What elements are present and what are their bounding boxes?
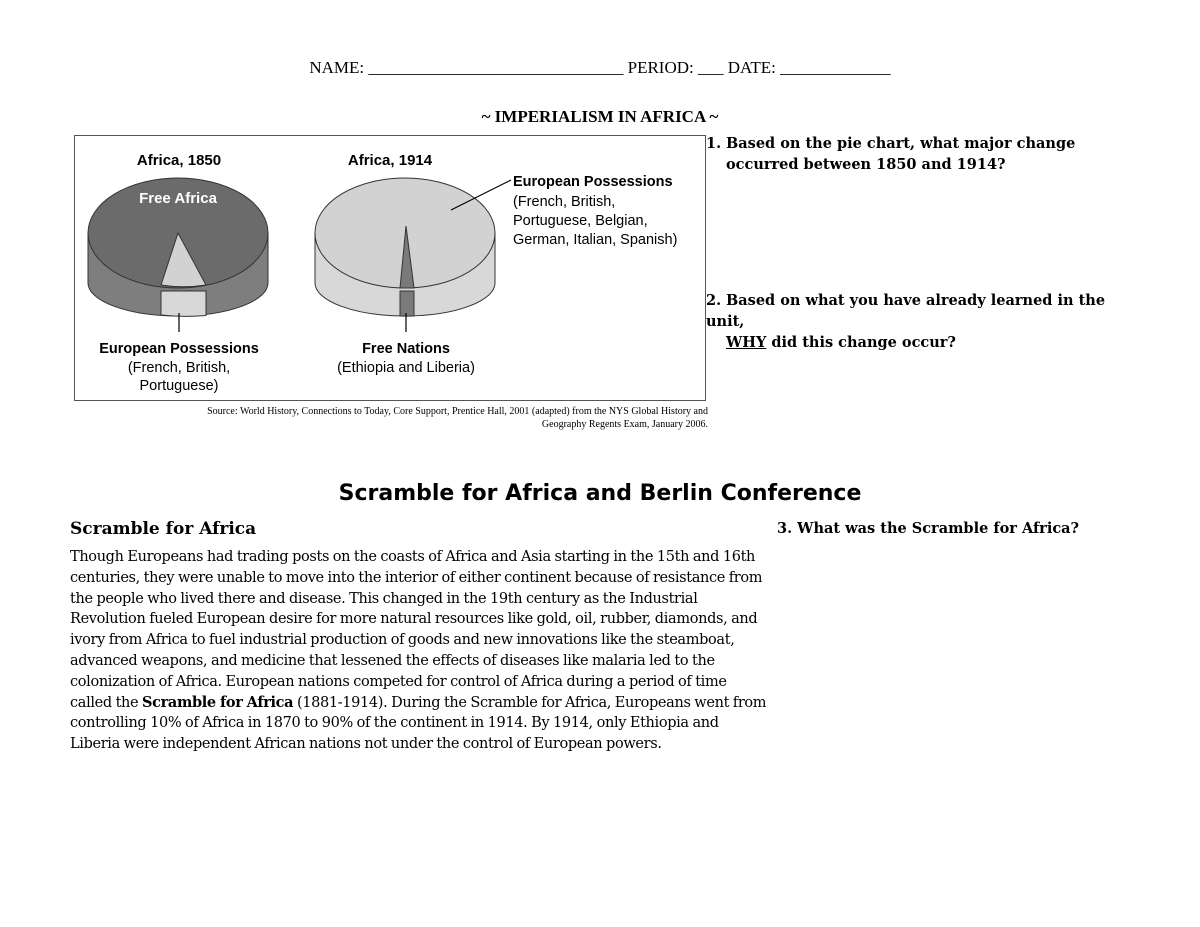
passage-part-1: Though Europeans had trading posts on the coasts of Africa and Asia starting in the 15th and 16th centuries, they were unable to move into the interior of either continent because of resistance from the people who lived there and disease. This changed in the 19th century as the Industrial Revolution fueled European desire for more natural resources like gold, oil, rubber, diamonds, and ivory from Africa to fuel industrial production of goods and new innovations like the steamboat, advanced weapons, and medicine that lessened the effects of diseases like malaria led to the colonization of Africa. European nations competed for control of Africa during a period of time called the — [70, 549, 763, 711]
passage-part-2: (1881-1914). During the Scramble for Africa, Europeans went from controlling 10% of Africa in 1870 to 90% of the continent in 1914. By 1914, only Ethiopia and Liberia were independent African nations not under the control of European powers. — [70, 694, 767, 753]
student-info-line — [0, 58, 1200, 78]
question-2 — [706, 290, 1146, 353]
question-1 — [706, 133, 1146, 175]
pie2-main-sub-2: Portuguese, Belgian, — [513, 213, 648, 229]
passage-bold-term: Scramble for Africa — [142, 693, 294, 711]
question-3: 3. What was the Scramble for Africa? — [777, 520, 1080, 537]
question-1-line-1: Based on the pie chart, what major change — [726, 135, 1076, 152]
pie2-slice-sub: (Ethiopia and Liberia) — [337, 360, 475, 376]
pie1-side-light — [161, 291, 206, 316]
question-2-line-2 — [706, 332, 1146, 353]
pie2-slice-label: Free Nations — [362, 341, 450, 357]
pie1-main-label: Free Africa — [139, 190, 217, 207]
pie2-main-sub-1: (French, British, — [513, 194, 616, 210]
question-1-line-2: occurred between 1850 and 1914? — [726, 156, 1006, 173]
pie1-slice-sub-1: (French, British, — [127, 360, 231, 376]
subheading: Scramble for Africa — [70, 519, 257, 539]
name-label: NAME: — [309, 58, 365, 77]
source-citation — [74, 405, 708, 431]
section-title: Scramble for Africa and Berlin Conference — [338, 481, 862, 506]
question-1-number: 1. — [706, 135, 722, 152]
reading-passage — [70, 547, 770, 755]
pie-charts-svg — [75, 136, 705, 400]
pie1-title: Africa, 1850 — [136, 152, 222, 169]
question-2-line-1: Based on what you have already learned in the unit, — [706, 292, 1106, 330]
source-note-line-1: Source: World History, Connections to Today, Core Support, Prentice Hall, 2001 (adapted) from the NYS Global History and — [207, 406, 708, 417]
pie1-slice-sub-2: Portuguese) — [139, 378, 219, 394]
name-blank[interactable]: ______________________________ — [368, 58, 624, 77]
pie1-slice-label: European Possessions — [99, 341, 259, 357]
question-2-why: WHY — [726, 334, 767, 351]
source-note-line-2: Geography Regents Exam, January 2006. — [541, 419, 708, 430]
pie2-side-dark — [400, 291, 414, 316]
question-2-line-2-rest: did this change occur? — [766, 334, 956, 351]
question-2-number: 2. — [706, 292, 722, 309]
period-label: PERIOD: — [627, 58, 694, 77]
date-label: DATE: — [727, 58, 776, 77]
pie-chart-figure — [74, 135, 706, 401]
pie2-main-label: European Possessions — [513, 174, 673, 190]
pie2-title: Africa, 1914 — [347, 152, 433, 169]
pie2-main-sub-3: German, Italian, Spanish) — [513, 232, 678, 248]
period-blank[interactable]: ___ — [697, 58, 724, 77]
unit-title: ~ IMPERIALISM IN AFRICA ~ — [481, 107, 719, 126]
date-blank[interactable]: _____________ — [780, 58, 891, 77]
